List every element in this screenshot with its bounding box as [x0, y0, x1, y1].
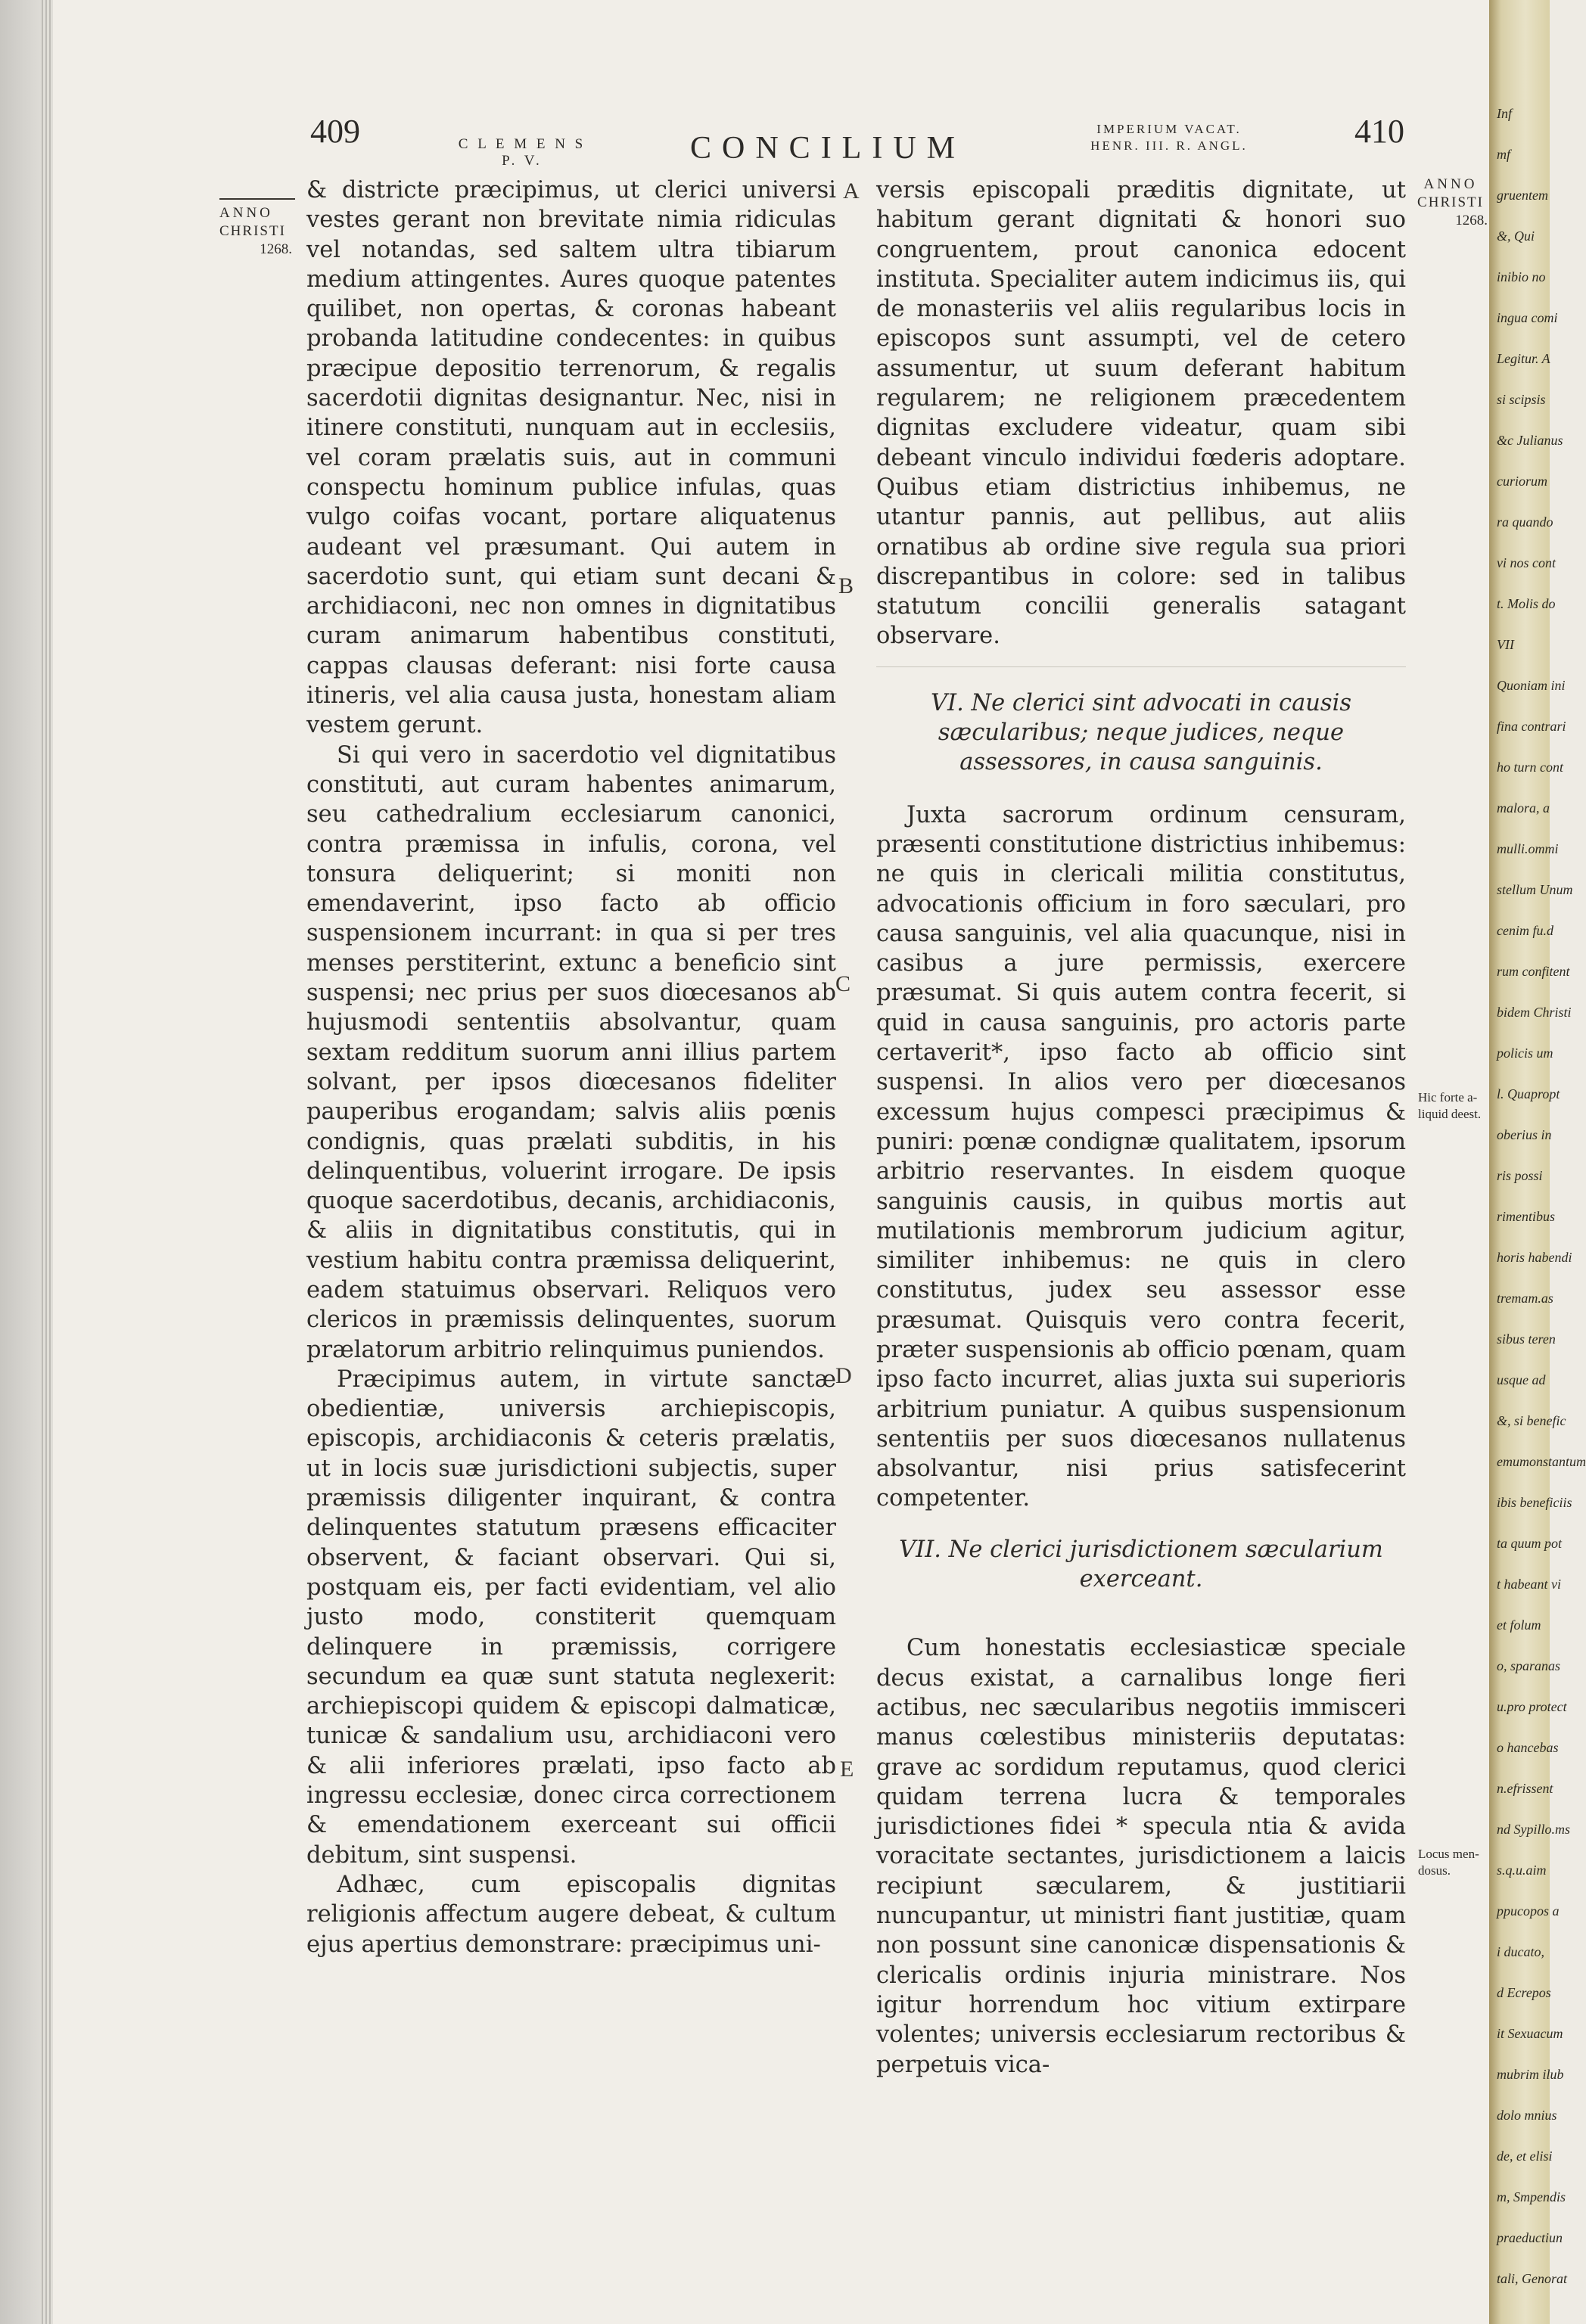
next-page-fragment: &c Julianus — [1497, 433, 1563, 448]
left-margin-year-note — [219, 198, 303, 259]
page-title: CONCILIUM — [690, 131, 966, 166]
next-page-fragment: fina contrari — [1497, 719, 1566, 734]
next-page-fragment: de, et elisi — [1497, 2148, 1553, 2164]
next-page-fragment: ppucopos a — [1497, 1903, 1560, 1919]
next-page-fragment: Quoniam ini — [1497, 678, 1566, 693]
margin-christi: CHRISTI — [1417, 194, 1484, 210]
margin-anno: ANNO — [1423, 176, 1478, 192]
section-letter-b: B — [838, 573, 854, 598]
next-page-fragment: rimentibus — [1497, 1209, 1556, 1224]
next-page-fragment: tremam.as — [1497, 1291, 1553, 1306]
next-page-fragment: emumonstantum — [1497, 1454, 1586, 1469]
next-page-fragment: mf — [1497, 147, 1510, 162]
next-page-fragment: t. Molis do — [1497, 596, 1556, 611]
paragraph: Cum honestatis ecclesiasticæ speciale decus existat, a carnalibus longe fieri actibus, nec sæcularibus negotiis immisceri manus cœlestibus ministeriis deputatas: grave ac sordidum reputamus, quod clerici quidam terrena lucra & temporales jurisdictiones fidei * specula ntia & avida voracitate sectantes, jurisdictionem a laicis recipiunt sæcularem, & justitiarii nuncupantur, ut ministri fiant justitiæ, quam non possunt sine canonicæ dispensationis & clericalis ordinis injuria ministrare. Nos igitur horrendum hoc vitium extirpare volentes; universis ecclesiarum rectoribus & perpetuis vica- — [876, 1635, 1406, 2078]
next-page-fragment: inibio no — [1497, 269, 1546, 284]
paragraph: Si qui vero in sacerdotio vel dignitatibus constituti, aut curam habentes animarum, seu cathedralium ecclesiarum canonici, contra præmissa in infulis, corona, vel tonsura deliquerint; si moniti non emendaverint, ipso facto ab officio suspensionem incurrant: in qua si per tres menses perstiterint, extunc a beneficio sint suspensi; nec prius per suos diœcesanos ab hujusmodi sententiis absolvantur, quam sextam redditum suorum anni illius partem solvant, per ipsos diœcesanos fideliter pauperibus erogandam; salvis aliis pœnis condignis, quas prælati subditis, in his delinquentibus, voluerint irrogare. De ipsis quoque sacerdotibus, decanis, archidiaconis, & aliis in dignitatibus constitutis, qui in vestium habitu contra præmissa deliquerint, eadem statuimus observari. Reliquos vero clericos in præmissis delinquentes, suorum prælatorum arbitrio relinquimus puniendos. — [306, 741, 836, 1363]
next-page-fragment: praeductiun — [1497, 2230, 1563, 2245]
paragraph: & districte præcipimus, ut clerici universi vestes gerant non brevitate nimia ridiculas vel notandas, sed saltem ultra tibiarum medium attingentes. Aures quoque patentes quilibet, non opertas, & coronas habeant probanda latitudine condecentes: in quibus præcipue depositio terrenorum, & regalis sacerdotii dignitas designantur. Nec, nisi in itinere constituti, nunquam aut in ecclesiis, vel coram prælatis suis, aut in communi conspectu hominum publice infulas, quas vulgo coifas vocant, portare aliquatenus audeant vel præsumant. Qui autem in sacerdotio sunt, qui etiam sunt decani & archidiaconi, nec non omnes in dignitatibus curam animarum habentibus constituti, cappas clausas deferant: nisi forte causa itineris, vel alia causa justa, honestam aliam vestem gerunt. — [306, 177, 836, 739]
next-page-fragment: mulli.ommi — [1497, 841, 1559, 856]
next-page-fragment: s.q.u.aim — [1497, 1863, 1547, 1878]
section-letter-e: E — [840, 1757, 854, 1782]
left-folio-number: 409 — [310, 113, 360, 150]
paragraph: Præcipimus autem, in virtute sanctæ obedientiæ, universis archiepiscopis, episcopis, archidiaconis & ceteris prælatis, ut in locis suæ jurisdictioni subjectis, super præmissis diligenter inquirant, & contra delinquentes statutum præsens efficaciter observent, & faciant observari. Qui si, postquam eis, per facti evidentiam, vel alio justo modo, constiterit quemquam delinquere in præmissis, corrigere secundum ea quæ sunt statuta neglexerit: archiepiscopi quidem & episcopi dalmaticæ, tunicæ & sandalium usu, archidiaconi vero & alii inferiores prælati, ipso facto ab ingressu ecclesiæ, donec circa correctionem & emendationem exerceant sui officii debitum, sint suspensi. — [306, 1366, 836, 1869]
next-page-fragment: m, Smpendis — [1497, 2189, 1566, 2204]
right-running-head-bottom: HENR. III. R. ANGL. — [1090, 138, 1248, 153]
section-heading-vi: VI. Ne clerici sint advocati in causis sæcularibus; neque judices, neque assessores, in causa sanguinis. — [876, 666, 1406, 778]
margin-christi: CHRISTI — [219, 223, 286, 239]
next-page-fragment: cenim fu.d — [1497, 923, 1553, 938]
next-page-fragment: ris possi — [1497, 1168, 1543, 1183]
next-page-fragment: t habeant vi — [1497, 1577, 1561, 1592]
next-page-fragment: curiorum — [1497, 474, 1547, 489]
margin-anno: ANNO — [219, 205, 273, 221]
next-page-fragment: ibis beneficiis — [1497, 1495, 1572, 1510]
paragraph: versis episcopali præditis dignitate, ut habitum gerant dignitati & honori suo congruentem, prout canonica edocent instituta. Specialiter autem indicimus iis, qui de monasteriis vel aliis regularibus locis in episcopos sunt assumpti, vel de cetero assumentur, ut suum deferant habitum regularem; ne religionem præcedentem dignitas excludere videatur, quam sibi debeant vinculo individui fœderis adoptare. Quibus etiam districtius inhibemus, ne utantur pannis, aut pellibus, aut aliis ornatibus ab ordine sive regula sua priori discrepantibus in colore: sed in talibus statutum concilii generalis satagant observare. — [876, 177, 1406, 650]
next-page-fragment: et folum — [1497, 1617, 1541, 1633]
margin-year: 1268. — [260, 241, 292, 257]
next-page-fragment: horis habendi — [1497, 1250, 1572, 1265]
section-letter-a: A — [843, 179, 860, 204]
margin-rule — [219, 198, 295, 200]
next-page-fragment: ta quum pot — [1497, 1536, 1563, 1551]
next-page-fragment: sibus teren — [1497, 1331, 1556, 1347]
next-page-fragment: it Sexuacum — [1497, 2026, 1563, 2041]
next-page-fragment: policis um — [1497, 1045, 1553, 1061]
next-page-fragment: u.pro protect — [1497, 1699, 1567, 1714]
left-running-head-bottom: P. V. — [502, 153, 543, 169]
margin-year: 1268. — [1455, 213, 1488, 228]
next-page-fragment: mubrim ilub — [1497, 2067, 1564, 2082]
left-running-head — [454, 136, 590, 169]
next-page-fragment: o hancebas — [1497, 1740, 1559, 1755]
left-running-head-top: C L E M E N S — [458, 136, 586, 152]
next-page-fragment: ho turn cont — [1497, 760, 1563, 775]
next-page-fragment: stellum Unum — [1497, 882, 1573, 897]
next-page-fragment: &, Qui — [1497, 228, 1535, 244]
section-heading-vii: VII. Ne clerici jurisdictionem sæcularium exerceant. — [899, 1536, 1383, 1593]
left-text-column — [306, 176, 836, 1959]
next-page-fragment: dolo mnius — [1497, 2108, 1557, 2123]
next-page-fragment: VII — [1497, 637, 1514, 652]
right-running-head-top: IMPERIUM VACAT. — [1096, 122, 1242, 136]
right-margin-year-note — [1413, 176, 1488, 230]
next-page-fragment: rum confitent — [1497, 964, 1570, 979]
next-page-fragment: o, sparanas — [1497, 1658, 1561, 1673]
next-page-fragment: Legitur. A — [1497, 351, 1550, 366]
section-letter-d: D — [835, 1363, 852, 1388]
next-page-fragment: nd Sypillo.ms — [1497, 1822, 1570, 1837]
next-page-fragment: d Ecrepos — [1497, 1985, 1551, 2000]
book-spine-left — [0, 0, 53, 2324]
right-text-column — [876, 176, 1406, 2080]
margin-note-lacuna: Hic forte a-liquid deest. — [1418, 1090, 1482, 1121]
next-page-fragment: gruentem — [1497, 188, 1548, 203]
next-page-edge — [1489, 0, 1586, 2324]
next-page-fragment: n.efrissent — [1497, 1781, 1553, 1796]
next-page-fragment: usque ad — [1497, 1372, 1546, 1387]
right-folio-number: 410 — [1354, 113, 1404, 150]
margin-note-mendosus: Locus men-dosus. — [1418, 1847, 1479, 1878]
next-page-fragment: bidem Christi — [1497, 1005, 1572, 1020]
next-page-fragment: Inf — [1497, 106, 1512, 121]
next-page-fragment: vi nos cont — [1497, 555, 1556, 570]
next-page-fragment: ingua comi — [1497, 310, 1558, 325]
next-page-fragment: l. Quapropt — [1497, 1086, 1560, 1101]
next-page-fragment: oberius in — [1497, 1127, 1552, 1142]
paragraph: Adhæc, cum episcopalis dignitas religionis affectum augere debeat, & cultum ejus apertius demonstrare: præcipimus uni- — [306, 1871, 836, 1958]
next-page-fragment: tali, Genorat — [1497, 2271, 1567, 2286]
next-page-fragment: &, si benefic — [1497, 1413, 1566, 1428]
next-page-fragment: ra quando — [1497, 514, 1553, 530]
paragraph: Juxta sacrorum ordinum censuram, præsenti constitutione districtius inhibemus: ne quis in clericali militia constitutus, advocationis officium in foro sæculari, pro causa sanguinis, vel alia quacunque, nisi in casibus a jure permissis, exercere præsumat. Si quis autem contra fecerit, si quid in causa sanguinis, pro actoris parte certaverit*, ipso facto ab officio sint suspensi. In alios vero per diœcesanos excessum hujus compesci præcipimus & puniri: pœnæ condignæ qualitatem, ipsorum arbitrio reservantes. In eisdem quoque sanguinis causis, in quibus mortis aut mutilationis membrorum judicium agitur, similiter inhibemus: ne quis in clero constitutus, judex seu assessor esse præsumat. Quisquis vero contra fecerit, præter suspensionis ab officio pœnam, quam ipso facto incurret, alias juxta sui superioris arbitrium puniatur. A quibus suspensionum sententiis per suos diœcesanos nullatenus absolvantur, nisi prius satisfecerint competenter. — [876, 801, 1406, 1512]
next-page-fragment: i ducato, — [1497, 1944, 1544, 1959]
right-running-head — [1056, 121, 1283, 154]
next-page-fragment: malora, a — [1497, 800, 1550, 816]
next-page-fragment: si scipsis — [1497, 392, 1546, 407]
section-letter-c: C — [835, 971, 851, 996]
